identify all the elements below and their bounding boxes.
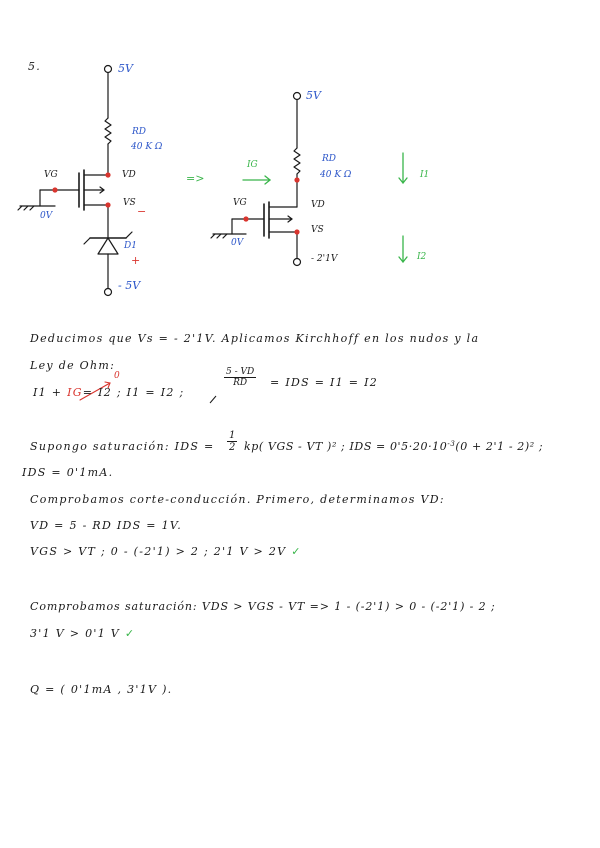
source-voltage-2: - 2'1V [311, 254, 338, 264]
kcl-equality-chain: = IDS = I1 = I2 [270, 376, 379, 389]
resistor-rd-2 [294, 148, 300, 174]
implies-arrow: => [186, 172, 205, 185]
ohm-symbol-1: Ω [154, 142, 163, 152]
i2-label: I2 [417, 252, 427, 262]
vd-equation: VD = 5 - RD IDS = 1V. [30, 519, 183, 532]
vs-label-1: VS [123, 198, 136, 208]
vd-label-2: VD [311, 200, 325, 210]
check-mark-icon: ✓ [124, 627, 136, 640]
vdd-label-2: 5V [306, 89, 321, 102]
vg-label-2: VG [233, 198, 247, 208]
fraction-denominator: RD [233, 378, 248, 388]
vdd-terminal-2 [294, 93, 301, 100]
ohm-symbol-2: Ω [343, 170, 352, 180]
ids-value: IDS = 0'1mA. [22, 466, 114, 479]
resistor-rd-1 [105, 118, 111, 144]
rd-value-1: 40 K Ω [131, 142, 163, 152]
cutoff-check-intro: Comprobamos corte-conducción. Primero, determinamos VD: [30, 493, 445, 506]
vss-terminal-1 [105, 289, 112, 296]
check-mark-icon: ✓ [291, 545, 302, 558]
problem-number: 5. [28, 60, 42, 73]
text-line-deduction: Deducimos que Vs = - 2'1V. Aplicamos Kirchhoff en los nudos y la [30, 332, 480, 345]
saturation-result: 3'1 V > 0'1 V ✓ [30, 627, 136, 640]
diode-minus: − [137, 205, 147, 218]
saturation-assumption: Supongo saturación: IDS = [30, 440, 215, 453]
half-fraction: $\frac{1}{2}$ [229, 430, 236, 453]
fraction-numerator: 5 - VD [226, 367, 255, 377]
rd-name-2: RD [322, 154, 336, 164]
vss-label-1: - 5V [118, 279, 141, 292]
text-line-ohm-law: Ley de Ohm: [30, 359, 116, 372]
diode-plus: + [131, 254, 141, 267]
saturation-check: Comprobamos saturación: VDS > VGS - VT => 1 - (-2'1) > 0 - (-2'1) - 2 ; [30, 600, 496, 613]
gate-voltage-2: 0V [231, 238, 244, 248]
ig-term: IG [67, 386, 83, 399]
q-point: Q = ( 0'1mA , 3'1V ). [30, 683, 173, 696]
vd-label-1: VD [122, 170, 136, 180]
current-fraction [224, 367, 256, 388]
rd-value-2: 40 K Ω [320, 170, 352, 180]
ig-label: IG [247, 160, 258, 170]
vgs-check: VGS > VT ; 0 - (-2'1) > 2 ; 2'1 V > 2V ✓ [30, 545, 302, 558]
vg-label-1: VG [44, 170, 58, 180]
vs-terminal-2 [294, 259, 301, 266]
kcl-equation: I1 + IG= I2 ; I1 = I2 ; [33, 386, 185, 399]
i1-label: I1 [420, 170, 430, 180]
diode-name: D1 [124, 241, 137, 251]
diode-triangle-1 [98, 238, 118, 254]
saturation-formula: kp( VGS - VT )² ; IDS = $0'5\cdot 20\cdot 10^{-3}(0 + 2'1 - 2)^2$ ; [244, 440, 544, 453]
rd-name-1: RD [132, 127, 146, 137]
vdd-terminal-1 [105, 66, 112, 73]
vdd-label-1: 5V [118, 62, 133, 75]
vs-label-2: VS [311, 225, 324, 235]
gate-voltage-1: 0V [40, 211, 53, 221]
ig-zero-annotation: 0 [114, 371, 120, 381]
